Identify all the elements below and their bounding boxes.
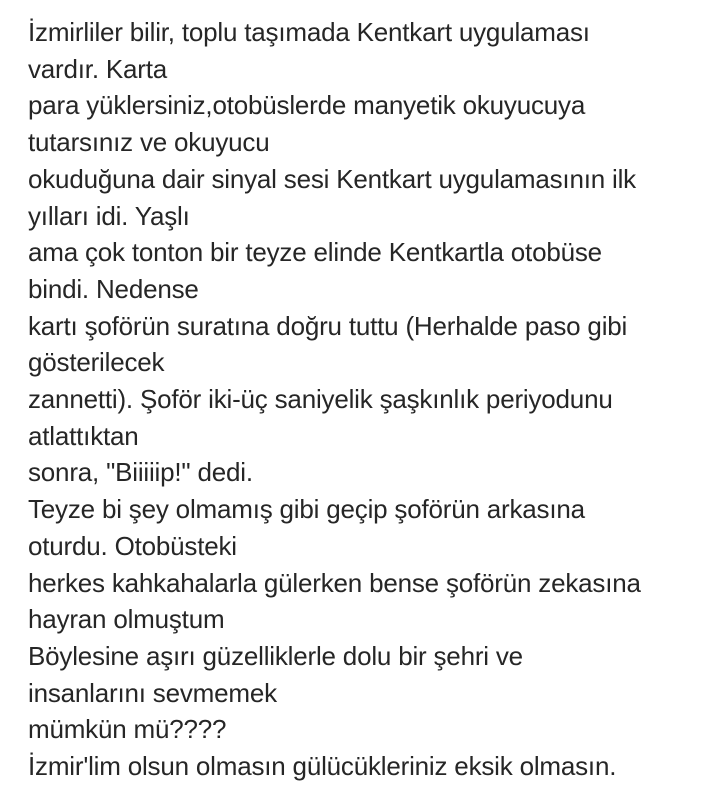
story-line: ama çok tonton bir teyze elinde Kentkartla otobüse: [28, 237, 602, 268]
story-line: gösterilecek: [28, 347, 165, 378]
story-line: zannetti). Şoför iki-üç saniyelik şaşkınlık periyodunu: [28, 384, 613, 415]
story-line: atlattıktan: [28, 420, 139, 451]
story-line: para yüklersiniz,otobüslerde manyetik okuyucuya: [28, 90, 586, 121]
story-line: oturdu. Otobüsteki: [28, 530, 237, 561]
story-line: okuduğuna dair sinyal sesi Kentkart uygulamasının ilk: [28, 163, 636, 194]
story-line: insanlarını sevmemek: [28, 677, 277, 708]
story-text-block: [28, 14, 708, 785]
story-line: vardır. Karta: [28, 53, 168, 84]
story-line: kartı şoförün suratına doğru tuttu (Herhalde paso gibi: [28, 310, 628, 341]
story-line: sonra, "Biiiiip!" dedi.: [28, 457, 253, 488]
story-line: mümkün mü????: [28, 714, 227, 745]
story-line: tutarsınız ve okuyucu: [28, 127, 270, 158]
story-line: yılları idi. Yaşlı: [28, 200, 190, 231]
story-line: hayran olmuştum: [28, 604, 225, 635]
story-line: Teyze bi şey olmamış gibi geçip şoförün arkasına: [28, 494, 585, 525]
story-line: İzmirliler bilir, toplu taşımada Kentkart uygulaması: [28, 17, 590, 47]
story-line: bindi. Nedense: [28, 273, 199, 304]
story-line: İzmir'lim olsun olmasın gülücükleriniz eksik olmasın.: [28, 751, 617, 782]
story-line: herkes kahkahalarla gülerken bense şoförün zekasına: [28, 567, 641, 598]
story-line: Böylesine aşırı güzelliklerle dolu bir şehri ve: [28, 640, 523, 671]
